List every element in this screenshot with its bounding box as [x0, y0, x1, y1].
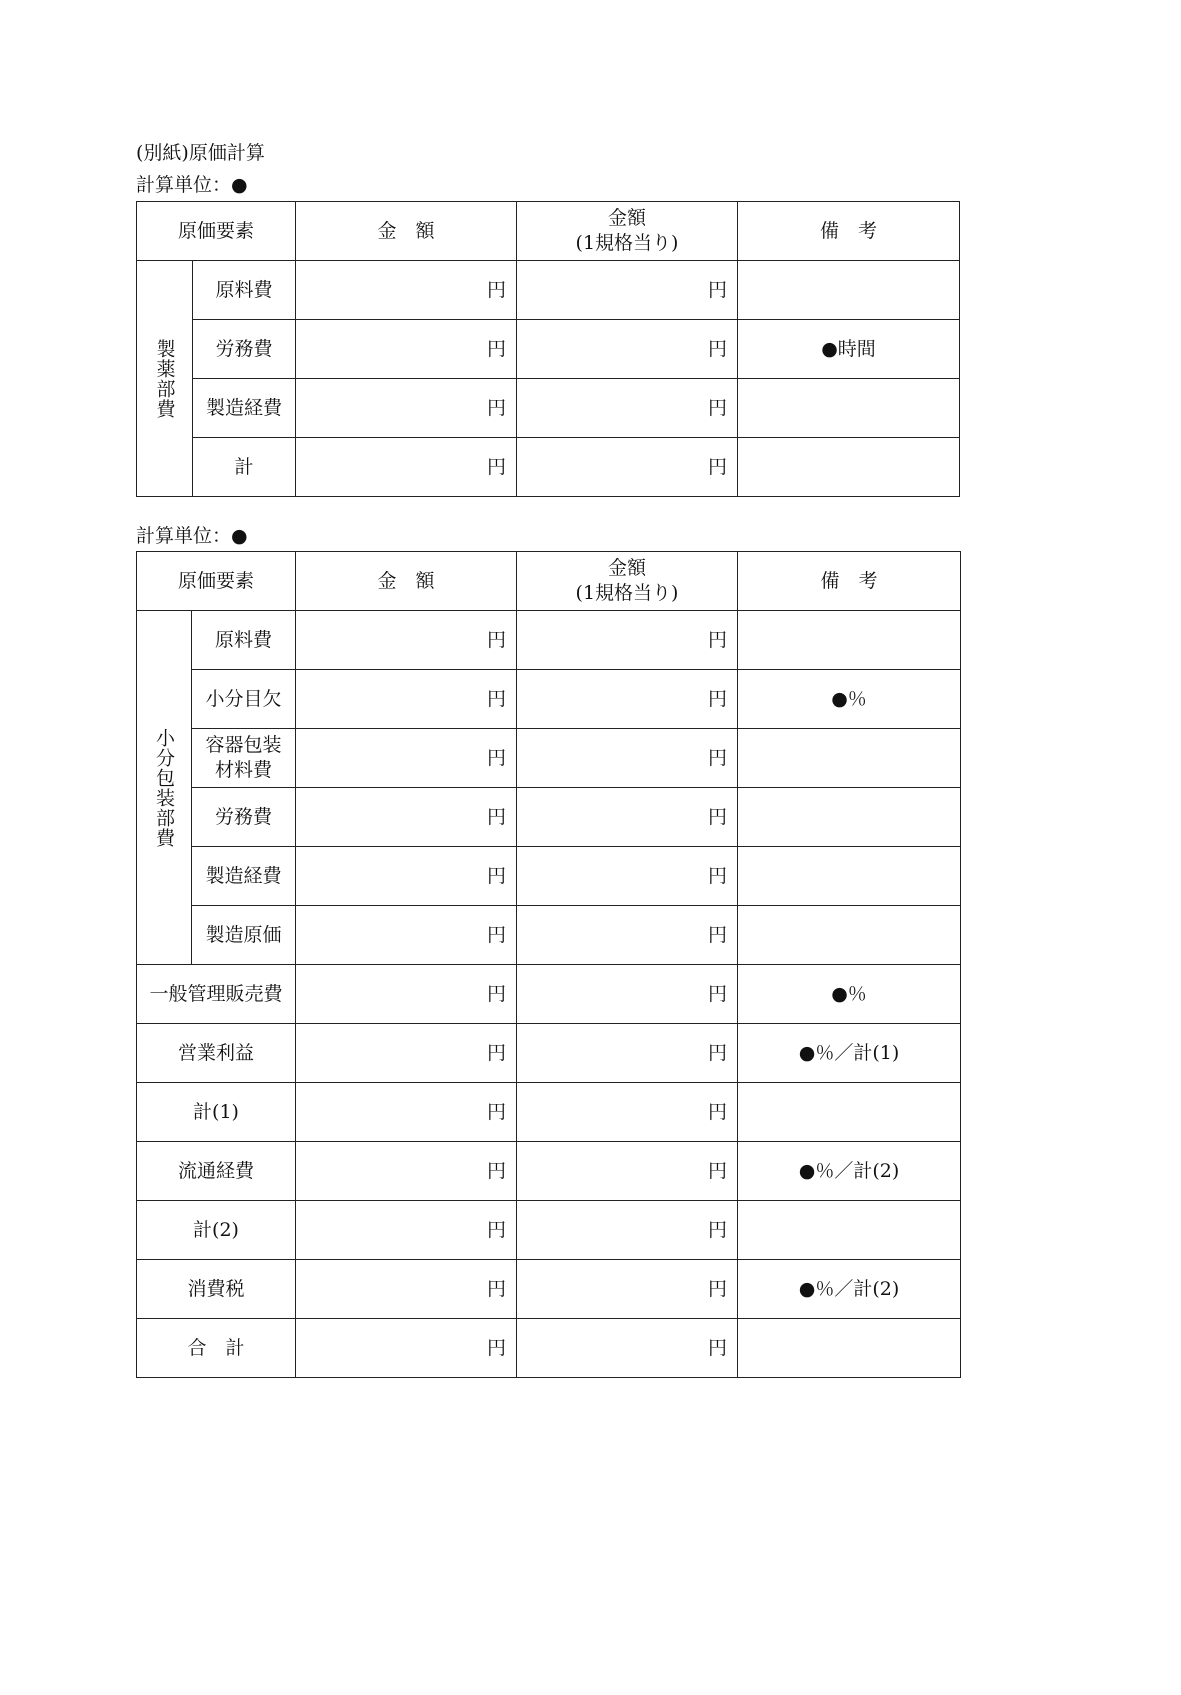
table-header-row — [137, 552, 961, 611]
table-row — [137, 788, 961, 847]
remarks-cell: ●％／計(2) — [738, 1260, 961, 1319]
row-label: 一般管理販売費 — [137, 965, 296, 1024]
header-per-unit — [517, 202, 738, 261]
remarks-cell: ●％／計(2) — [738, 1142, 961, 1201]
remarks-cell — [738, 1201, 961, 1260]
group-label-packaging: 小分包装部費 — [153, 727, 175, 848]
amount-cell: 円 — [296, 611, 517, 670]
amount-cell: 円 — [296, 438, 517, 497]
per-unit-cell: 円 — [517, 670, 738, 729]
remarks-cell — [738, 788, 961, 847]
per-unit-cell: 円 — [517, 611, 738, 670]
table-row — [137, 611, 961, 670]
amount-cell: 円 — [296, 670, 517, 729]
amount-cell: 円 — [296, 1142, 517, 1201]
row-label: 製造原価 — [192, 906, 296, 965]
row-label: 流通経費 — [137, 1142, 296, 1201]
row-label: 製造経費 — [193, 379, 296, 438]
row-label — [192, 729, 296, 788]
remarks-cell — [738, 906, 961, 965]
header-cost-element: 原価要素 — [137, 552, 296, 611]
per-unit-cell: 円 — [517, 847, 738, 906]
per-unit-cell: 円 — [517, 906, 738, 965]
row-label: 営業利益 — [137, 1024, 296, 1083]
per-unit-cell: 円 — [517, 1260, 738, 1319]
per-unit-cell: 円 — [517, 1024, 738, 1083]
table-row — [137, 1319, 961, 1378]
row-label: 計 — [193, 438, 296, 497]
per-unit-cell: 円 — [517, 1142, 738, 1201]
row-label-line1: 容器包装 — [205, 734, 282, 756]
header-remarks: 備 考 — [738, 552, 961, 611]
remarks-cell — [738, 611, 961, 670]
per-unit-cell: 円 — [517, 729, 738, 788]
group-label-cell — [137, 261, 193, 497]
amount-cell: 円 — [296, 1024, 517, 1083]
table-row — [137, 320, 960, 379]
remarks-cell: ●％ — [738, 965, 961, 1024]
table-row — [137, 379, 960, 438]
table-row — [137, 261, 960, 320]
header-per-unit-line1: 金額 — [608, 207, 647, 229]
cost-table-packaging — [136, 551, 961, 1378]
header-amount: 金 額 — [296, 202, 517, 261]
calculation-unit-label: 計算単位：● — [136, 174, 248, 196]
amount-cell: 円 — [296, 379, 517, 438]
table-row — [137, 1201, 961, 1260]
cost-table-pharma — [136, 201, 960, 497]
header-remarks: 備 考 — [738, 202, 960, 261]
table-row — [137, 1260, 961, 1319]
per-unit-cell: 円 — [517, 965, 738, 1024]
amount-cell: 円 — [296, 965, 517, 1024]
table-row — [137, 670, 961, 729]
amount-cell: 円 — [296, 847, 517, 906]
amount-cell: 円 — [296, 1201, 517, 1260]
remarks-cell: ●％／計(1) — [738, 1024, 961, 1083]
row-label: 計(1) — [137, 1083, 296, 1142]
amount-cell: 円 — [296, 788, 517, 847]
table-row — [137, 965, 961, 1024]
group-label-cell — [137, 611, 192, 965]
per-unit-cell: 円 — [517, 438, 738, 497]
table-row — [137, 847, 961, 906]
header-amount: 金 額 — [296, 552, 517, 611]
row-label: 小分目欠 — [192, 670, 296, 729]
remarks-cell — [738, 1319, 961, 1378]
table-row — [137, 438, 960, 497]
remarks-cell — [738, 847, 961, 906]
remarks-cell: ●％ — [738, 670, 961, 729]
remarks-cell — [738, 729, 961, 788]
table-row — [137, 1083, 961, 1142]
amount-cell: 円 — [296, 729, 517, 788]
remarks-cell — [738, 261, 960, 320]
row-label: 原料費 — [193, 261, 296, 320]
header-cost-element: 原価要素 — [137, 202, 296, 261]
row-label: 原料費 — [192, 611, 296, 670]
table-row — [137, 1142, 961, 1201]
document-title: (別紙)原価計算 — [136, 142, 265, 164]
table-row — [137, 906, 961, 965]
table-row — [137, 1024, 961, 1083]
amount-cell: 円 — [296, 261, 517, 320]
group-label-pharma: 製薬部費 — [153, 338, 176, 419]
remarks-cell — [738, 1083, 961, 1142]
per-unit-cell: 円 — [517, 261, 738, 320]
header-per-unit-line2: (1規格当り) — [575, 582, 679, 604]
row-label: 消費税 — [137, 1260, 296, 1319]
amount-cell: 円 — [296, 906, 517, 965]
per-unit-cell: 円 — [517, 1201, 738, 1260]
per-unit-cell: 円 — [517, 320, 738, 379]
row-label: 労務費 — [193, 320, 296, 379]
header-per-unit — [517, 552, 738, 611]
table-row — [137, 729, 961, 788]
table-header-row — [137, 202, 960, 261]
remarks-cell — [738, 379, 960, 438]
row-label-line2: 材料費 — [215, 759, 273, 781]
row-label: 製造経費 — [192, 847, 296, 906]
header-per-unit-line2: (1規格当り) — [575, 232, 679, 254]
row-label: 計(2) — [137, 1201, 296, 1260]
remarks-cell — [738, 438, 960, 497]
amount-cell: 円 — [296, 1319, 517, 1378]
per-unit-cell: 円 — [517, 379, 738, 438]
per-unit-cell: 円 — [517, 1083, 738, 1142]
header-per-unit-line1: 金額 — [608, 557, 647, 579]
row-label: 合 計 — [137, 1319, 296, 1378]
remarks-cell: ●時間 — [738, 320, 960, 379]
per-unit-cell: 円 — [517, 1319, 738, 1378]
amount-cell: 円 — [296, 1083, 517, 1142]
amount-cell: 円 — [296, 1260, 517, 1319]
amount-cell: 円 — [296, 320, 517, 379]
calculation-unit-label: 計算単位：● — [136, 525, 248, 547]
per-unit-cell: 円 — [517, 788, 738, 847]
row-label: 労務費 — [192, 788, 296, 847]
